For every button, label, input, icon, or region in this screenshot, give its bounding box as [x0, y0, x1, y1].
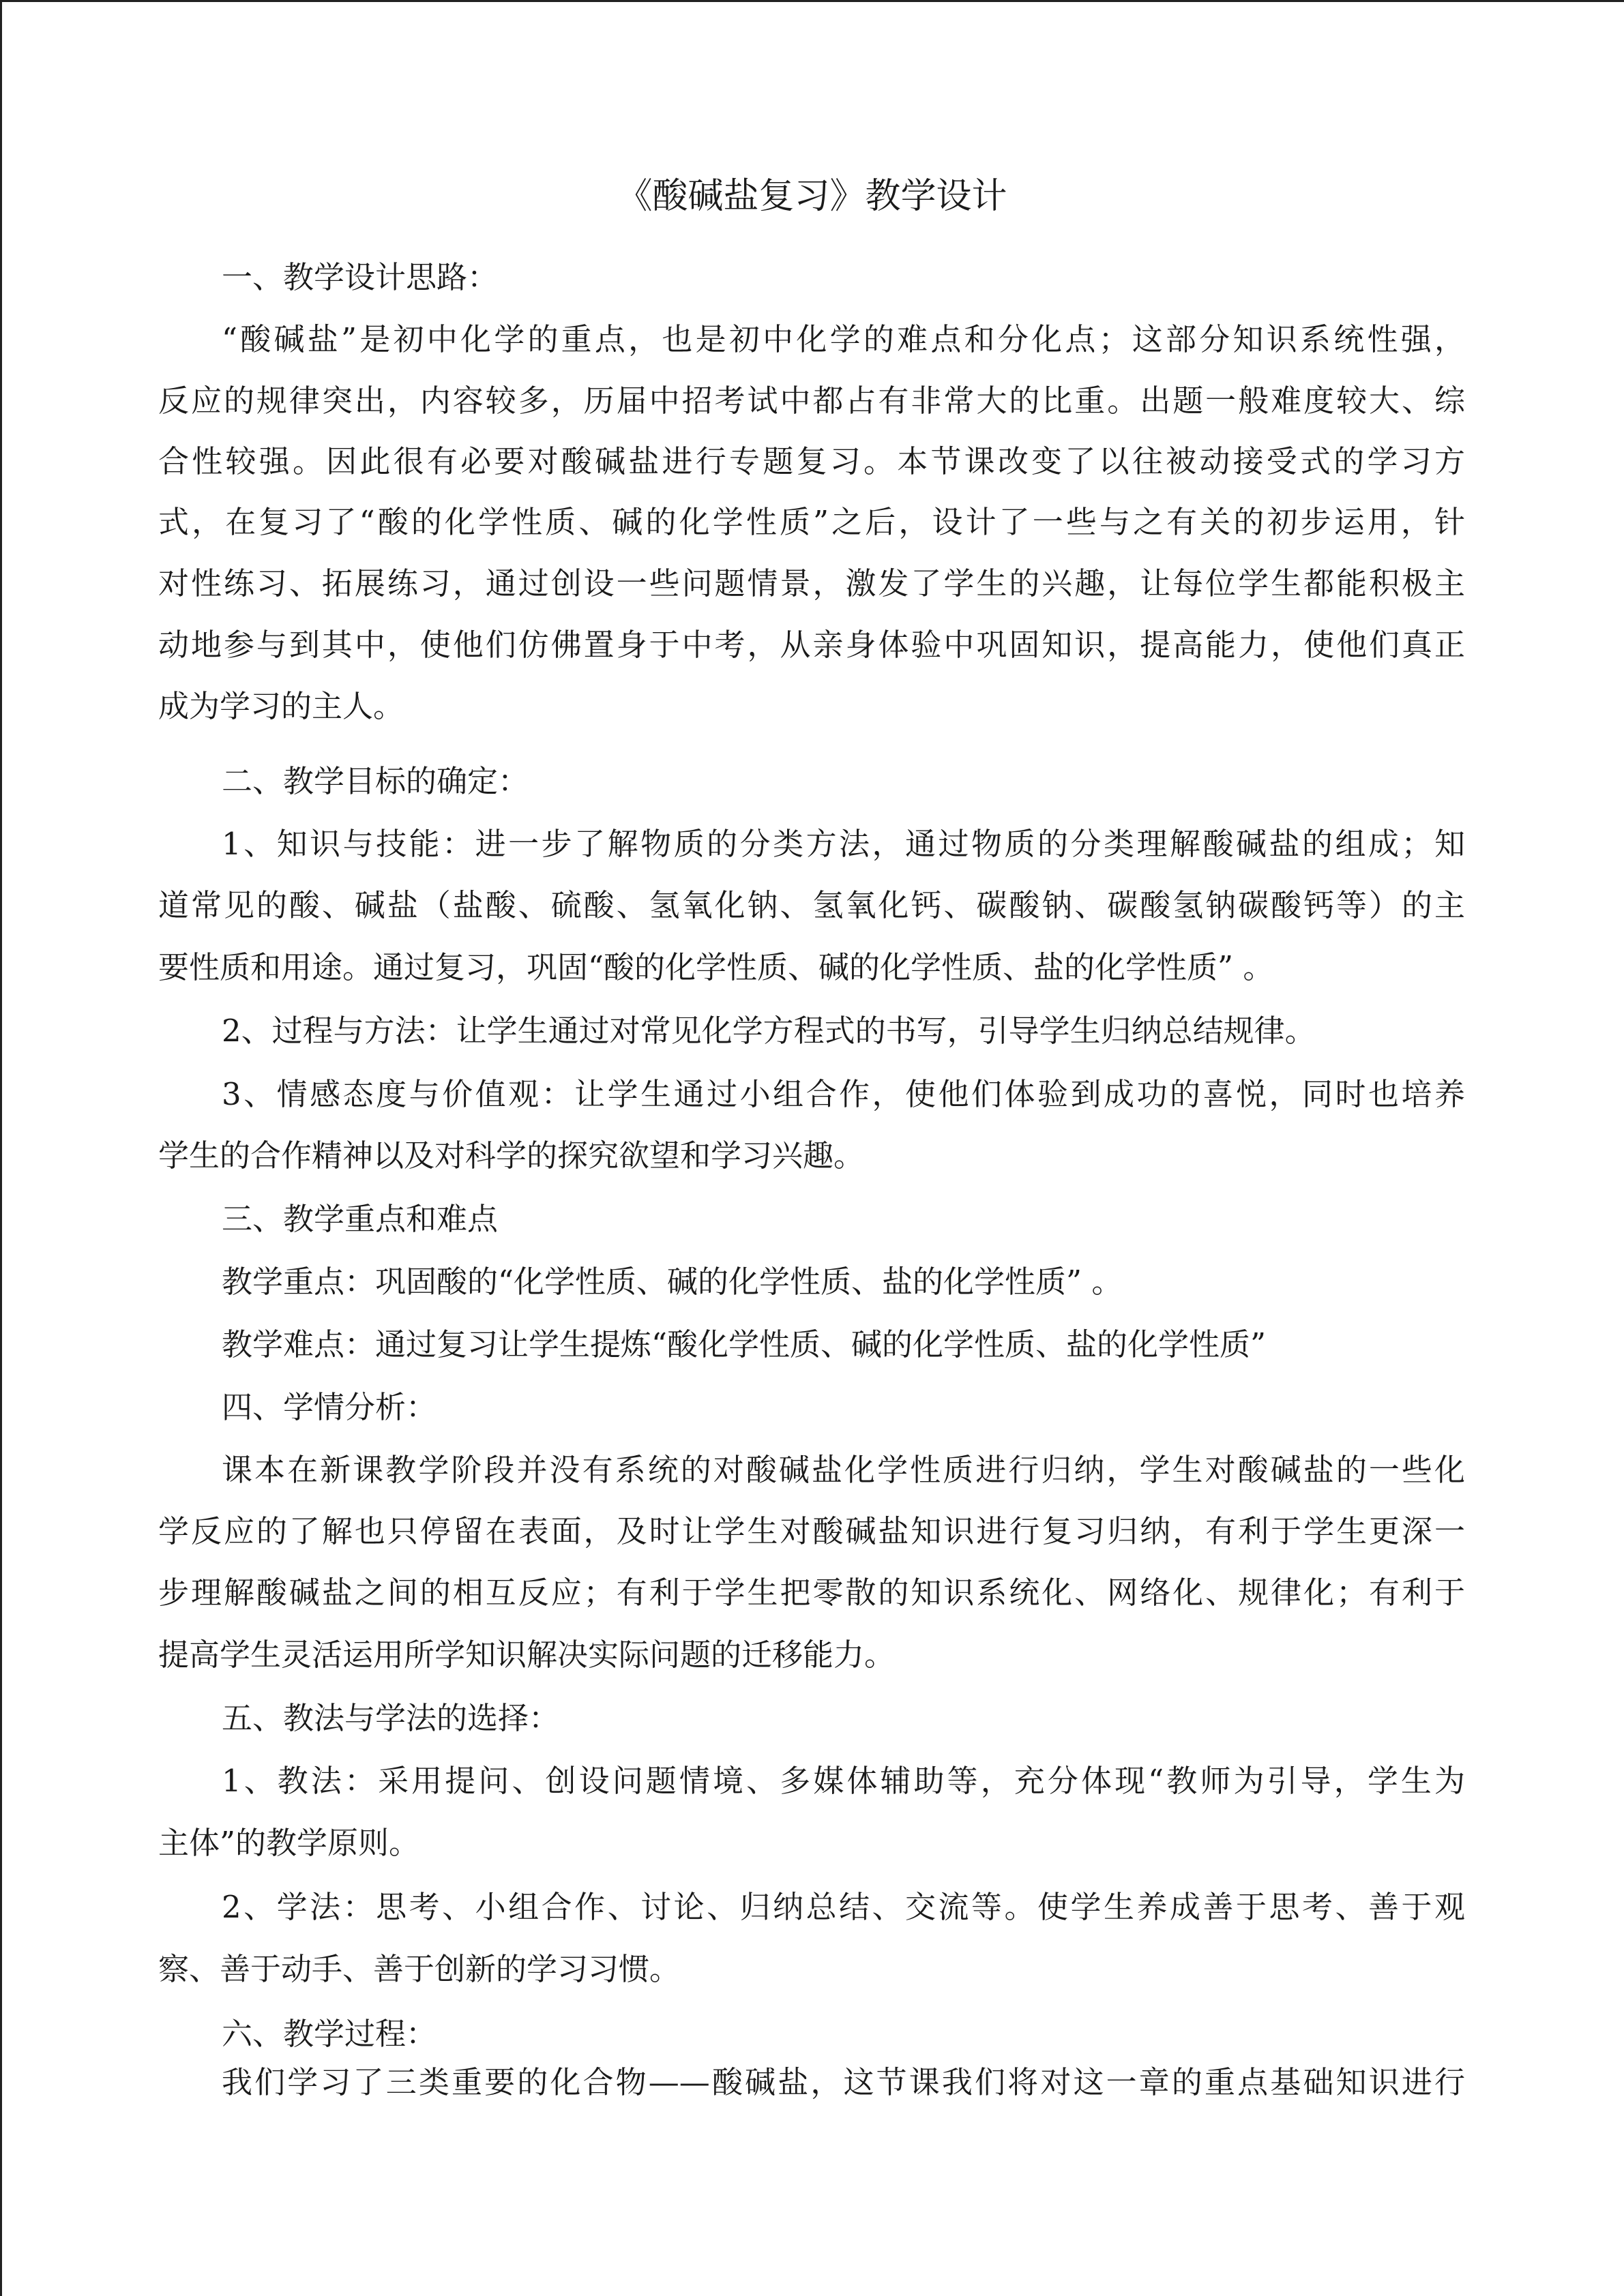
paragraph-line: “酸碱盐”是初中化学的重点，也是初中化学的难点和分化点；这部分知识系统性强， [222, 321, 1465, 357]
document-title: 《酸碱盐复习》教学设计 [617, 176, 1007, 217]
section-heading-6: 六、教学过程： [222, 2016, 437, 2052]
section-heading-2: 二、教学目标的确定： [222, 763, 529, 799]
section-heading-4: 四、学情分析： [222, 1389, 437, 1425]
paragraph-line: 步理解酸碱盐之间的相互反应；有利于学生把零散的知识系统化、网络化、规律化；有利于 [158, 1575, 1465, 1611]
paragraph-line: 主体”的教学原则。 [158, 1825, 420, 1861]
paragraph-line: 2、过程与方法：让学生通过对常见化学方程式的书写，引导学生归纳总结规律。 [222, 1013, 1316, 1049]
paragraph-line: 要性质和用途。通过复习，巩固“酸的化学性质、碱的化学性质、盐的化学性质” 。 [158, 949, 1274, 985]
paragraph-line: 反应的规律突出，内容较多，历届中招考试中都占有非常大的比重。出题一般难度较大、综 [158, 383, 1465, 419]
paragraph-line: 1、知识与技能：进一步了解物质的分类方法，通过物质的分类理解酸碱盐的组成；知 [222, 826, 1465, 862]
paragraph-line: 学生的合作精神以及对科学的探究欲望和学习兴趣。 [158, 1137, 865, 1174]
paragraph-line: 动地参与到其中，使他们仿佛置身于中考，从亲身体验中巩固知识，提高能力，使他们真正 [158, 627, 1465, 663]
paragraph-line: 察、善于动手、善于创新的学习习惯。 [158, 1951, 681, 1987]
paragraph-line: 3、情感态度与价值观：让学生通过小组合作，使他们体验到成功的喜悦，同时也培养 [222, 1076, 1465, 1112]
left-border-line [0, 0, 2, 2296]
section-heading-3: 三、教学重点和难点 [222, 1201, 499, 1237]
section-heading-1: 一、教学设计思路： [222, 259, 499, 295]
paragraph-line: 学反应的了解也只停留在表面，及时让学生对酸碱盐知识进行复习归纳，有利于学生更深一 [158, 1513, 1465, 1549]
paragraph-line: 教学难点：通过复习让学生提炼“酸化学性质、碱的化学性质、盐的化学性质” [222, 1326, 1267, 1362]
paragraph-line: 2、学法：思考、小组合作、讨论、归纳总结、交流等。使学生养成善于思考、善于观 [222, 1889, 1465, 1925]
paragraph-line: 我们学习了三类重要的化合物——酸碱盐，这节课我们将对这一章的重点基础知识进行 [222, 2064, 1465, 2100]
paragraph-line: 合性较强。因此很有必要对酸碱盐进行专题复习。本节课改变了以往被动接受式的学习方 [158, 443, 1465, 479]
paragraph-line: 1、教法：采用提问、创设问题情境、多媒体辅助等，充分体现“教师为引导，学生为 [222, 1763, 1465, 1799]
paragraph-line: 道常见的酸、碱盐（盐酸、硫酸、氢氧化钠、氢氧化钙、碳酸钠、碳酸氢钠碳酸钙等）的主 [158, 887, 1465, 923]
paragraph-line: 提高学生灵活运用所学知识解决实际问题的迁移能力。 [158, 1637, 896, 1673]
paragraph-line: 对性练习、拓展练习，通过创设一些问题情景，激发了学生的兴趣，让每位学生都能积极主 [158, 565, 1465, 601]
section-heading-5: 五、教法与学法的选择： [222, 1700, 560, 1736]
paragraph-line: 教学重点：巩固酸的“化学性质、碱的化学性质、盐的化学性质” 。 [222, 1264, 1123, 1300]
paragraph-line: 成为学习的主人。 [158, 688, 404, 724]
top-border-line [0, 0, 1624, 2]
paragraph-line: 课本在新课教学阶段并没有系统的对酸碱盐化学性质进行归纳，学生对酸碱盐的一些化 [222, 1452, 1465, 1488]
paragraph-line: 式，在复习了“酸的化学性质、碱的化学性质”之后，设计了一些与之有关的初步运用，针 [158, 504, 1465, 540]
